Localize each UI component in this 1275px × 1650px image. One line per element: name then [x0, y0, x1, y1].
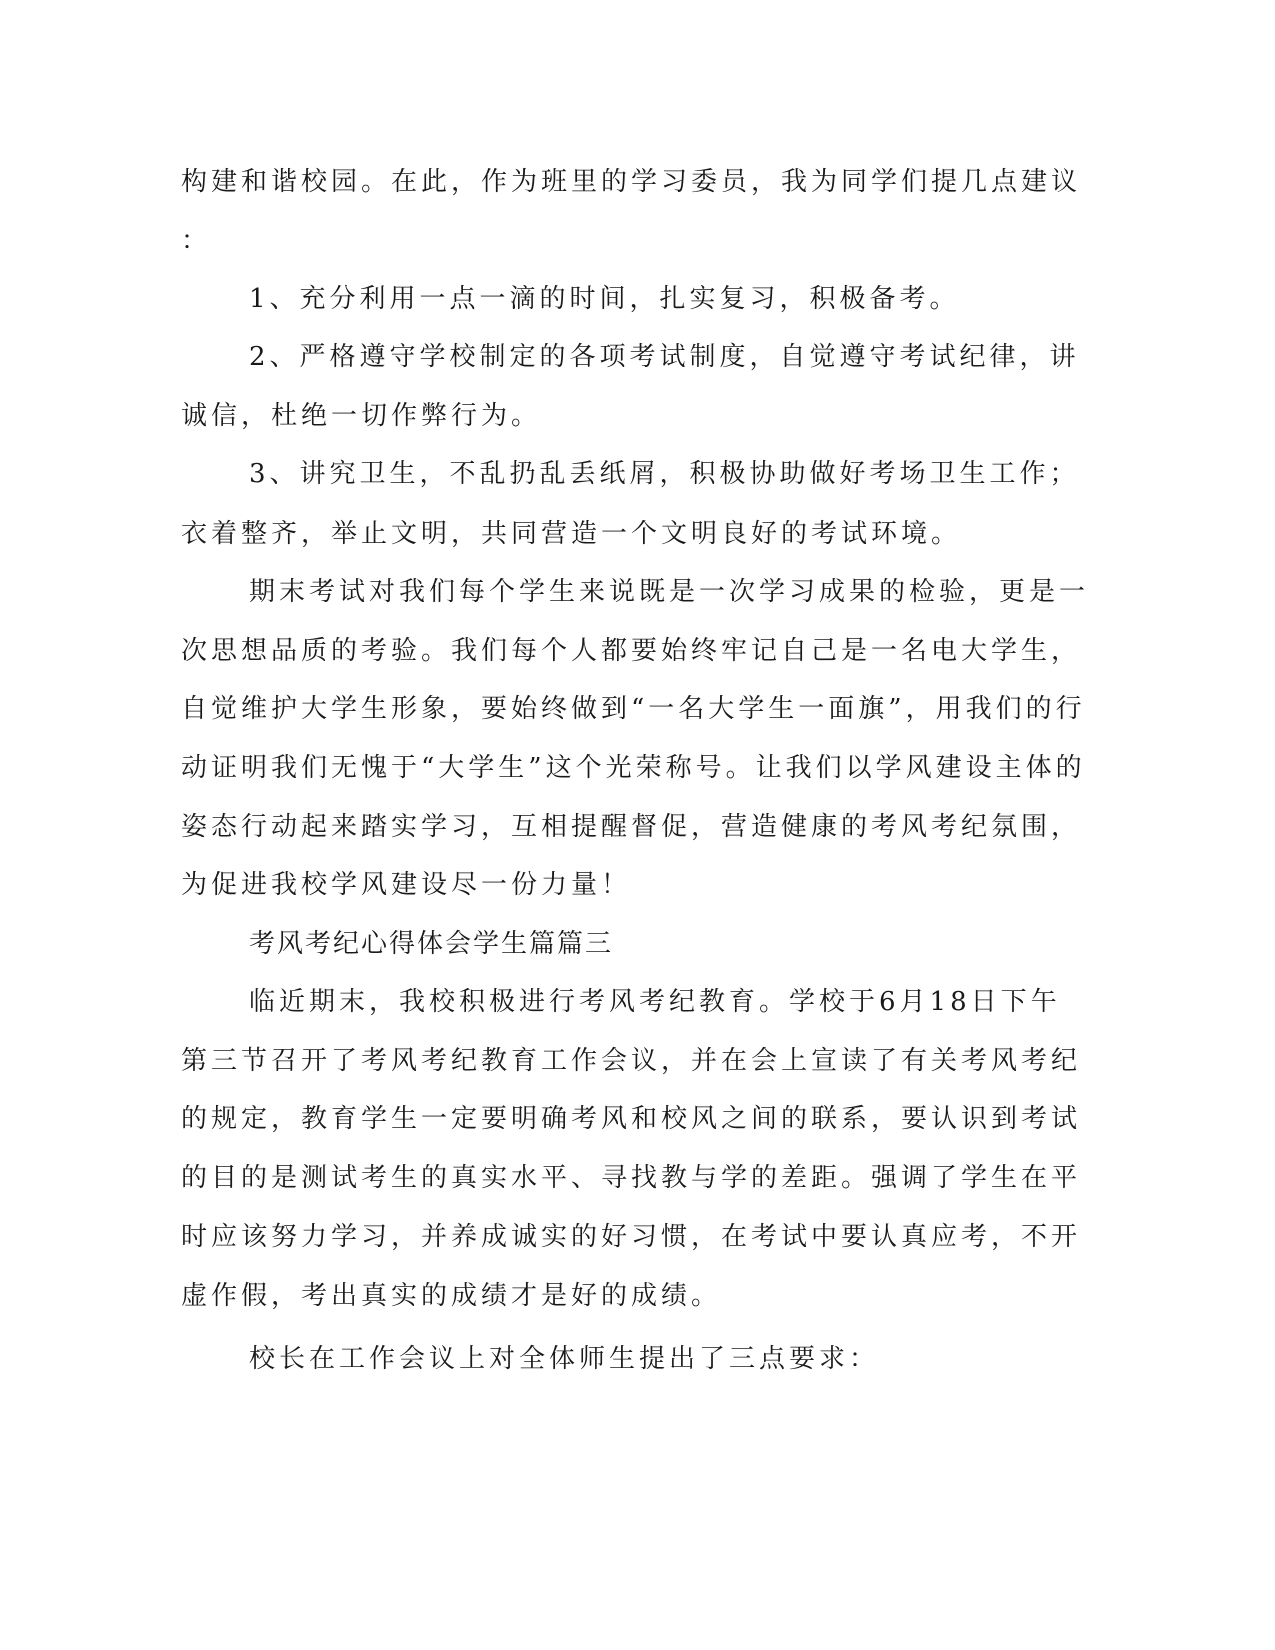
text-line: 的目的是测试考生的真实水平、寻找教与学的差距。强调了学生在平	[181, 1163, 1082, 1193]
text-line: 1、充分利用一点一滴的时间，扎实复习，积极备考。	[249, 284, 960, 314]
text-line: 临近期末，我校积极进行考风考纪教育。学校于6月18日下午	[249, 987, 1061, 1017]
text-line: 的规定，教育学生一定要明确考风和校风之间的联系，要认识到考试	[181, 1104, 1082, 1134]
text-line: 自觉维护大学生形象，要始终做到“一名大学生一面旗”，用我们的行	[181, 694, 1086, 724]
text-line: ：	[181, 226, 212, 256]
text-line: 2、严格遵守学校制定的各项考试制度，自觉遵守考试纪律，讲	[249, 342, 1080, 372]
text-line: 3、讲究卫生，不乱扔乱丢纸屑，积极协助做好考场卫生工作；	[249, 459, 1080, 489]
text-line: 次思想品质的考验。我们每个人都要始终牢记自己是一名电大学生，	[181, 636, 1082, 666]
text-line: 诚信，杜绝一切作弊行为。	[181, 401, 542, 431]
text-line: 时应该努力学习，并养成诚实的好习惯，在考试中要认真应考，不开	[181, 1222, 1082, 1252]
text-line: 为促进我校学风建设尽一份力量！	[181, 870, 632, 900]
text-line: 姿态行动起来踏实学习，互相提醒督促，营造健康的考风考纪氛围，	[181, 812, 1082, 842]
text-line: 构建和谐校园。在此，作为班里的学习委员，我为同学们提几点建议	[181, 167, 1082, 197]
text-line: 虚作假，考出真实的成绩才是好的成绩。	[181, 1281, 722, 1311]
text-line: 动证明我们无愧于“大学生”这个光荣称号。让我们以学风建设主体的	[181, 753, 1086, 783]
text-line: 第三节召开了考风考纪教育工作会议，并在会上宣读了有关考风考纪	[181, 1046, 1082, 1076]
text-line: 衣着整齐，举止文明，共同营造一个文明良好的考试环境。	[181, 519, 962, 549]
text-line: 期末考试对我们每个学生来说既是一次学习成果的检验，更是一	[249, 577, 1090, 607]
section-heading: 考风考纪心得体会学生篇篇三	[249, 929, 614, 959]
text-line: 校长在工作会议上对全体师生提出了三点要求：	[249, 1344, 880, 1374]
